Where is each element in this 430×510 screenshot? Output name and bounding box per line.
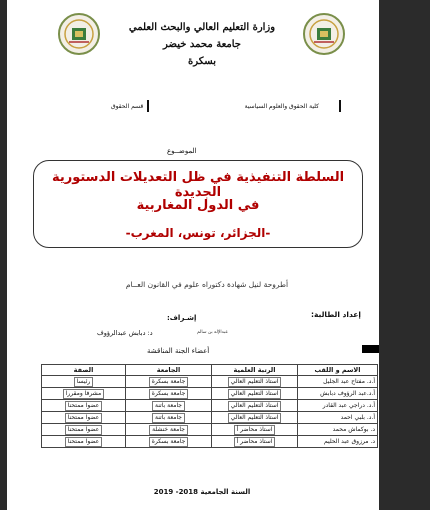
divider-mark [147, 100, 149, 112]
member-name: د. بوكماش محمد [298, 424, 378, 436]
header-rank: الرتبة العلمية [212, 365, 298, 376]
university-emblem-right [302, 12, 346, 56]
member-university: جامعة باتنة [126, 400, 212, 412]
city-name: بسكرة [188, 56, 216, 67]
member-rank: استاذ التعليم العالي [212, 376, 298, 388]
member-name: أ.د. بلبي احمد [298, 412, 378, 424]
supervisor-name: د: دبابش عبدالرؤوف [97, 329, 153, 337]
member-role: مشرفا ومقررا [42, 388, 126, 400]
faculty-name: كلية الحقوق والعلوم السياسية [244, 103, 319, 110]
member-university: جامعة بسكرة [126, 436, 212, 448]
member-name: أ.د.عبد الرؤوف دبابش [298, 388, 378, 400]
table-row [42, 376, 378, 388]
member-role: رئيسا [42, 376, 126, 388]
student-name: عبدالإله بن سالم [197, 330, 229, 335]
university-name: جامعة محمد خيضر [163, 39, 241, 50]
university-emblem-left [57, 12, 101, 56]
document-page [7, 0, 379, 510]
header-role: الصفة [42, 365, 126, 376]
divider-mark [339, 100, 341, 112]
member-rank: استاذ محاضر أ [212, 424, 298, 436]
member-university: جامعة باتنة [126, 412, 212, 424]
member-rank: استاذ التعليم العالي [212, 400, 298, 412]
department-name: قسم الحقوق [111, 103, 144, 110]
thesis-title-line-2: في الدول المغاربية [136, 198, 260, 213]
member-name: أ.د. دراجي عبد القادر [298, 400, 378, 412]
table-row [42, 436, 378, 448]
academic-year: السنة الجامعية 2018- 2019 [153, 488, 251, 496]
supervision-label: إشـراف: [167, 314, 197, 322]
thesis-degree-text: أطروحة لنيل شهادة دكتوراه علوم في القانون العــام [125, 280, 289, 289]
thesis-title-line-1: السلطة التنفيذية في ظل التعديلات الدستورية الجديدة [51, 170, 345, 200]
member-university: جامعة بسكرة [126, 388, 212, 400]
table-row [42, 412, 378, 424]
thesis-title-line-3: -الجزائر، تونس، المغرب- [125, 226, 271, 240]
member-role: عضوا ممتحنا [42, 412, 126, 424]
header-name: الاسم و اللقب [298, 365, 378, 376]
prepared-by-label: إعداد الطالبة: [311, 310, 361, 319]
member-role: عضوا ممتحنا [42, 436, 126, 448]
header-university: الجامعة [126, 365, 212, 376]
ministry-name: وزارة التعليم العالي والبحث العلمي [128, 22, 276, 33]
jury-table-header [42, 365, 378, 376]
member-university: جامعة خنشلة [126, 424, 212, 436]
member-name: أ.د. مفتاح عبد الجليل [298, 376, 378, 388]
member-rank: استاذ التعليم العالي [212, 388, 298, 400]
member-university: جامعة بسكرة [126, 376, 212, 388]
jury-table [41, 364, 378, 448]
member-rank: استاذ محاضر أ [212, 436, 298, 448]
topic-label: الموضــوع [167, 147, 197, 155]
member-name: د. مرزوق عبد الحليم [298, 436, 378, 448]
member-rank: استاذ التعليم العالي [212, 412, 298, 424]
redaction-bar [362, 345, 379, 353]
table-row [42, 388, 378, 400]
member-role: عضوا ممتحنا [42, 400, 126, 412]
member-role: عضوا ممتحنا [42, 424, 126, 436]
viewer-side-panel [388, 0, 430, 510]
table-row [42, 424, 378, 436]
table-row [42, 400, 378, 412]
jury-title: أعضاء الجنة المناقشة [147, 347, 210, 355]
